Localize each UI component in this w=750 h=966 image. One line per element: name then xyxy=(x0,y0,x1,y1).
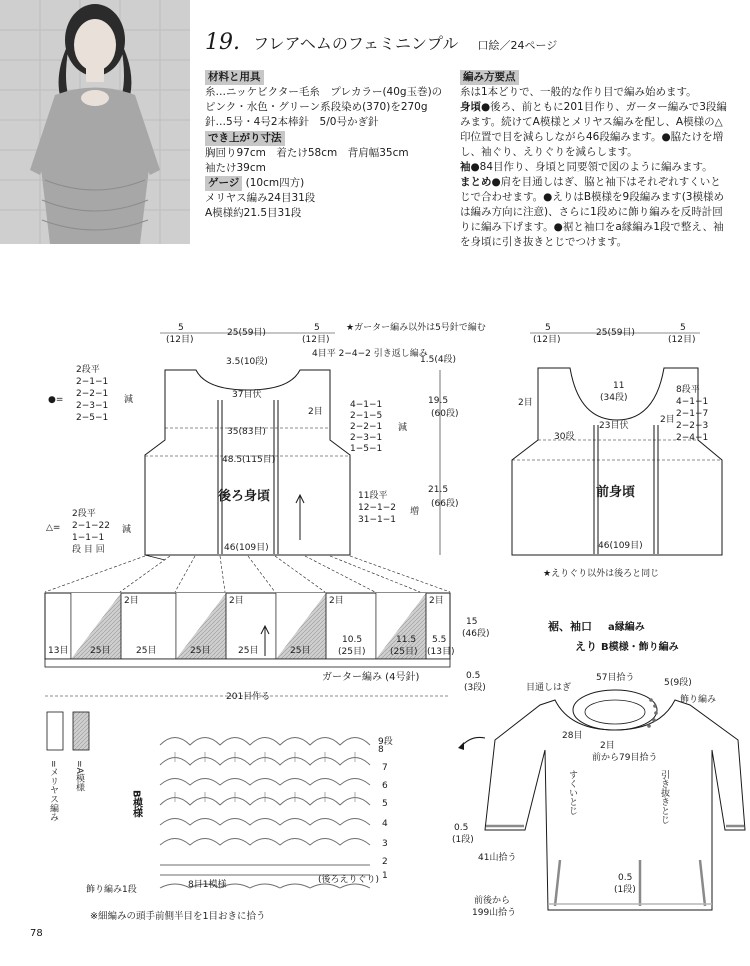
triangle-step-2: 2−1−22 xyxy=(72,521,110,531)
triangle-step-1: 2段平 xyxy=(72,509,96,519)
gauge-unit: (10cm四方) xyxy=(245,177,305,189)
method-sleeve xyxy=(460,160,730,175)
edging-trim-dots xyxy=(647,698,658,728)
back-neck-step-2: 2−1−1 xyxy=(76,377,109,387)
method-body xyxy=(460,100,730,160)
triangle-mark: △= xyxy=(46,523,61,533)
hem-cell-1: 13目 xyxy=(48,646,69,656)
edging-hem-pick-1: 前後から xyxy=(474,896,511,906)
back-height-15: 1.5(4段) xyxy=(420,355,457,365)
chart-row-6: 6 xyxy=(382,781,388,791)
hem-cell-9: 5.5 xyxy=(432,635,447,645)
needles-line: 針…5号・4号2本棒針 5/0号かぎ針 xyxy=(205,116,379,128)
materials-heading: 材料と用具 xyxy=(205,70,264,85)
gauge-line-1: メリヤス編み24目31段 xyxy=(205,192,316,204)
yarn-line: 糸…ニッケビクター毛糸 プレカラー(40g玉巻)のピンク・水色・グリーン系段染め(370)を270g xyxy=(205,86,443,113)
hem-cell-7-sub: (25目) xyxy=(338,647,366,657)
front-side-top-left: 5 xyxy=(545,323,551,333)
edging-sleeve-pick: 41山拾う xyxy=(478,853,517,863)
back-width-35: 35(83目) xyxy=(227,427,266,437)
back-height-195: 19.5 xyxy=(428,396,449,406)
method-section xyxy=(460,70,730,250)
back-side-top-left: 5 xyxy=(178,323,184,333)
hem-cell-9-sub: (13目) xyxy=(427,647,455,657)
chart-row-3: 3 xyxy=(382,839,388,849)
hem-garter-label: ガーター編み (4号針) xyxy=(322,672,420,683)
front-neck-11: 11 xyxy=(613,381,625,391)
hem-cast-on: 201目作る xyxy=(226,692,271,702)
edging-val-05b: 0.5 xyxy=(618,873,633,883)
edging-trim: 飾り編み xyxy=(680,695,717,705)
finished-line-2: 袖たけ39cm xyxy=(205,162,266,174)
back-width-485: 48.5(115目) xyxy=(222,455,276,465)
finish-label: まとめ xyxy=(460,176,492,188)
back-neck-step-1: 2段平 xyxy=(76,365,100,375)
chart-back-neck: (後ろえりぐり) xyxy=(318,875,380,885)
chart-row-8: 8 xyxy=(378,745,384,755)
front-label: 前身頃 xyxy=(596,485,636,500)
triangle-dec: 減 xyxy=(122,525,132,535)
back-neck-bullet: ●= xyxy=(48,395,64,405)
triangle-step-3: 1−1−1 xyxy=(72,533,105,543)
chart-row-5: 5 xyxy=(382,799,388,809)
back-label: 後ろ身頃 xyxy=(218,489,271,504)
front-neck-step-5: 2−4−1 xyxy=(676,433,709,443)
back-bind-off: 37目伏 xyxy=(232,390,262,400)
edging-title-1-sub: a縁編み xyxy=(608,622,645,633)
edging-mark-2: 2目 xyxy=(600,741,615,751)
front-body-diagram xyxy=(512,323,722,579)
hem-mark-4: 2目 xyxy=(429,596,444,606)
back-side-bottom-left: (12目) xyxy=(166,335,194,345)
front-neck-step-4: 2−2−3 xyxy=(676,421,709,431)
front-width-46: 46(109目) xyxy=(598,541,643,551)
back-inc-label: 増 xyxy=(410,507,420,517)
back-armhole-step-3: 2−2−1 xyxy=(350,422,383,432)
footer-note: ※細編みの頭手前側半目を1目おきに拾う xyxy=(90,911,266,922)
hem-mark-2: 2目 xyxy=(229,596,244,606)
chart-row-2: 2 xyxy=(382,857,388,867)
edging-diagram xyxy=(452,619,745,918)
back-inc-step-1: 11段平 xyxy=(358,491,388,501)
front-right-mark: 2目 xyxy=(660,415,675,425)
method-intro: 糸は1本どりで、一般的な作り目で編み始めます。 xyxy=(460,86,697,98)
hem-height-15-sub: (46段) xyxy=(462,629,490,639)
edging-seam: すくいとじ xyxy=(567,770,577,815)
chart-row-7: 7 xyxy=(382,763,388,773)
back-inc-step-3: 31−1−1 xyxy=(358,515,396,525)
back-neck-step-3: 2−2−1 xyxy=(76,389,109,399)
crochet-chart xyxy=(86,736,393,895)
front-left-mark: 2目 xyxy=(518,398,533,408)
back-width-top: 25(59目) xyxy=(227,328,266,338)
edging-shoulder-join: 目通しはぎ xyxy=(526,683,572,693)
finished-line-1: 胸回り97cm 着たけ58cm 背肩幅35cm xyxy=(205,147,409,159)
knitting-diagrams xyxy=(0,300,750,920)
body-label: 身頃 xyxy=(460,101,481,113)
back-height-215-sub: (66段) xyxy=(431,499,459,509)
edging-pick5-sub: (9段) xyxy=(670,678,692,688)
hem-mark-1: 2目 xyxy=(124,596,139,606)
back-body-diagram xyxy=(46,321,486,560)
back-shoulder-note: 4目平 2−4−2 引き返し編み xyxy=(312,349,428,359)
hem-cell-5: 25目 xyxy=(238,646,259,656)
back-neck-step-4: 2−3−1 xyxy=(76,401,109,411)
page-reference: 口絵／24ページ xyxy=(477,39,558,52)
pattern-name: フレアヘムのフェミニンプル xyxy=(253,34,459,53)
edging-val-05a-sub: (1段) xyxy=(452,835,474,845)
front-note: ★えりぐり以外は後ろと同じ xyxy=(543,569,660,579)
hem-diagram xyxy=(45,556,489,702)
front-neck-step-2: 4−1−1 xyxy=(676,397,709,407)
edging-pick57: 57目拾う xyxy=(596,673,635,683)
hem-height-15: 15 xyxy=(466,617,478,627)
chart-stitch-ticks xyxy=(175,752,355,802)
back-height-215: 21.5 xyxy=(428,485,449,495)
hem-cell-6: 25目 xyxy=(290,646,311,656)
back-armhole-step-1: 4−1−1 xyxy=(350,400,383,410)
chart-trim-label: 飾り編み1段 xyxy=(86,885,137,895)
finished-heading: でき上がり寸法 xyxy=(205,131,285,146)
back-side-top-right: 5 xyxy=(314,323,320,333)
back-note: ★ガーター編み以外は5号針で編む xyxy=(346,323,486,333)
legend-stockinette: =メリヤス編み xyxy=(48,760,58,822)
gauge-heading: ゲージ xyxy=(205,176,242,191)
legend-pattern-a: =A模様 xyxy=(74,760,84,792)
gauge-line-2: A模様約21.5目31段 xyxy=(205,207,302,219)
edging-val-05a: 0.5 xyxy=(454,823,469,833)
back-neck-dec: 減 xyxy=(124,395,134,405)
model-photo xyxy=(0,0,190,244)
pattern-title xyxy=(205,30,557,55)
front-side-top-right: 5 xyxy=(680,323,686,333)
hem-cell-3: 25目 xyxy=(136,646,157,656)
back-neck-step-5: 2−5−1 xyxy=(76,413,109,423)
method-heading: 編み方要点 xyxy=(460,70,519,85)
back-neck: 3.5(10段) xyxy=(226,357,268,367)
edging-title-2-sub: B模様・飾り編み xyxy=(601,642,679,653)
back-armhole-step-4: 2−3−1 xyxy=(350,433,383,443)
hem-mark-3: 2目 xyxy=(329,596,344,606)
front-neck-step-1: 8段平 xyxy=(676,385,700,395)
chart-row-9: 9段 xyxy=(378,737,393,747)
back-armhole-dec: 減 xyxy=(398,423,408,433)
edging-pick5: 5 xyxy=(664,678,670,688)
front-bind-off: 23目伏 xyxy=(599,421,629,431)
page-number: 78 xyxy=(30,928,43,939)
back-armhole-step-5: 1−5−1 xyxy=(350,444,383,454)
hem-cell-7: 10.5 xyxy=(342,635,363,645)
body-text: ●後ろ、前ともに201目作り、ガーター編みで3段編みます。続けてA模様とメリヤス編みを配し、A模様の△印位置で目を減らしながら46段編みます。●脇たけを増し、袖ぐり、えりぐりを減らします。 xyxy=(460,101,727,158)
hem-cell-2: 25目 xyxy=(90,646,111,656)
edging-front-pick: 前から79目拾う xyxy=(592,753,658,763)
chart-row-4: 4 xyxy=(382,819,388,829)
hem-height-05-sub: (3段) xyxy=(464,683,486,693)
back-inc-step-2: 12−1−2 xyxy=(358,503,396,513)
hem-cell-4: 25目 xyxy=(190,646,211,656)
edging-title-2: えり xyxy=(575,640,597,653)
materials-section xyxy=(205,70,445,221)
back-height-195-sub: (60段) xyxy=(431,409,459,419)
triangle-step-4: 段 目 回 xyxy=(72,545,105,555)
back-neck-mark: 2目 xyxy=(308,407,323,417)
sleeve-text: ●84目作り、身頃と同要領で図のように編みます。 xyxy=(470,161,713,173)
chart-label: B模様 xyxy=(130,790,142,818)
edging-hem-pick-2: 199山拾う xyxy=(472,908,517,918)
chart-trim-note: 8目1模様 xyxy=(188,880,227,890)
pattern-number: 19. xyxy=(205,30,240,55)
method-finish xyxy=(460,175,730,250)
hem-height-05: 0.5 xyxy=(466,671,481,681)
finish-text: ●肩を目通しはぎ、脇と袖下はそれぞれすくいとじで合わせます。●えりはB模様を9段編みます(3模様めは編み方向に注意)、さらに1段めに飾り編みを反時計回りに編み下げます。●裾と袖口をa縁編み1段で整え、袖を身頃に引き抜きとじでつけます。 xyxy=(460,176,724,248)
front-side-bottom-right: (12目) xyxy=(668,335,696,345)
back-armhole-step-2: 2−1−5 xyxy=(350,411,383,421)
edging-val-05b-sub: (1段) xyxy=(614,885,636,895)
front-width-top: 25(59目) xyxy=(596,328,635,338)
edging-rows-28: 28目 xyxy=(562,731,583,741)
front-side-bottom-left: (12目) xyxy=(533,335,561,345)
model-photo-illustration xyxy=(0,0,190,244)
edging-slip-seam: 引き抜きとじ xyxy=(659,770,669,824)
edging-title-1: 裾、袖口 xyxy=(548,620,592,633)
chart-row-1: 1 xyxy=(382,871,388,881)
hem-cell-8-sub: (25目) xyxy=(390,647,418,657)
sleeve-label: 袖 xyxy=(460,161,471,173)
front-rows-30: 30段 xyxy=(554,432,575,442)
hem-cell-8: 11.5 xyxy=(396,635,417,645)
legend xyxy=(47,712,89,822)
front-neck-34: (34段) xyxy=(600,393,628,403)
front-neck-step-3: 2−1−7 xyxy=(676,409,709,419)
back-width-46: 46(109目) xyxy=(224,543,269,553)
back-side-bottom-right: (12目) xyxy=(302,335,330,345)
